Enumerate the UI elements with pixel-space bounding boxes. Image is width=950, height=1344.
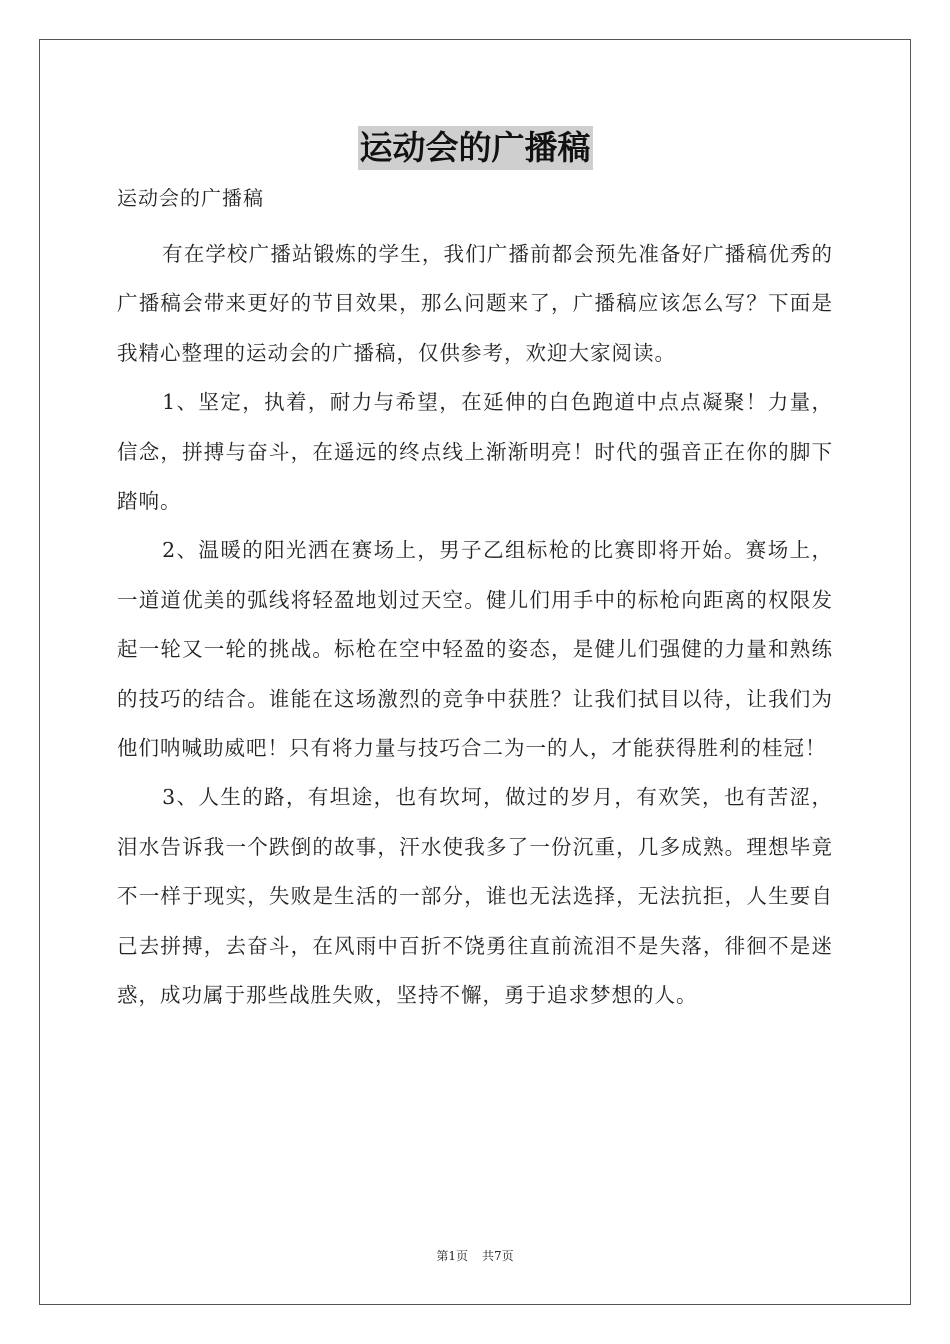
paragraph-3: 3、人生的路，有坦途，也有坎坷，做过的岁月，有欢笑，也有苦涩，泪水告诉我一个跌倒的故事，汗水使我多了一份沉重，几多成熟。理想毕竟不一样于现实，失败是生活的一部分，谁也无法选择，无法抗拒，人生要自己去拼搏，去奋斗，在风雨中百折不饶勇往直前流泪不是失落，徘徊不是迷惑，成功属于那些战胜失败，坚持不懈，勇于追求梦想的人。 [117, 785, 833, 1008]
paragraph-2: 2、温暖的阳光洒在赛场上，男子乙组标枪的比赛即将开始。赛场上，一道道优美的弧线将轻盈地划过天空。健儿们用手中的标枪向距离的权限发起一轮又一轮的挑战。标枪在空中轻盈的姿态，是健儿们强健的力量和熟练的技巧的结合。谁能在这场激烈的竞争中获胜？让我们拭目以待，让我们为他们呐喊助威吧！只有将力量与技巧合二为一的人，才能获得胜利的桂冠！ [117, 538, 833, 761]
title-container [0, 126, 950, 170]
document-body [117, 230, 833, 1021]
document-subtitle: 运动会的广播稿 [117, 186, 264, 210]
document-title: 运动会的广播稿 [358, 126, 593, 170]
page-footer [0, 1248, 950, 1264]
paragraph-1: 1、坚定，执着，耐力与希望，在延伸的白色跑道中点点凝聚！力量，信念，拼搏与奋斗，在遥远的终点线上渐渐明亮！时代的强音正在你的脚下踏响。 [117, 390, 833, 514]
page-count: 共7页 [482, 1249, 514, 1263]
paragraph-intro: 有在学校广播站锻炼的学生，我们广播前都会预先准备好广播稿优秀的广播稿会带来更好的节目效果，那么问题来了，广播稿应该怎么写？下面是我精心整理的运动会的广播稿，仅供参考，欢迎大家阅读。 [117, 242, 833, 365]
page-number: 第1页 [436, 1249, 468, 1263]
